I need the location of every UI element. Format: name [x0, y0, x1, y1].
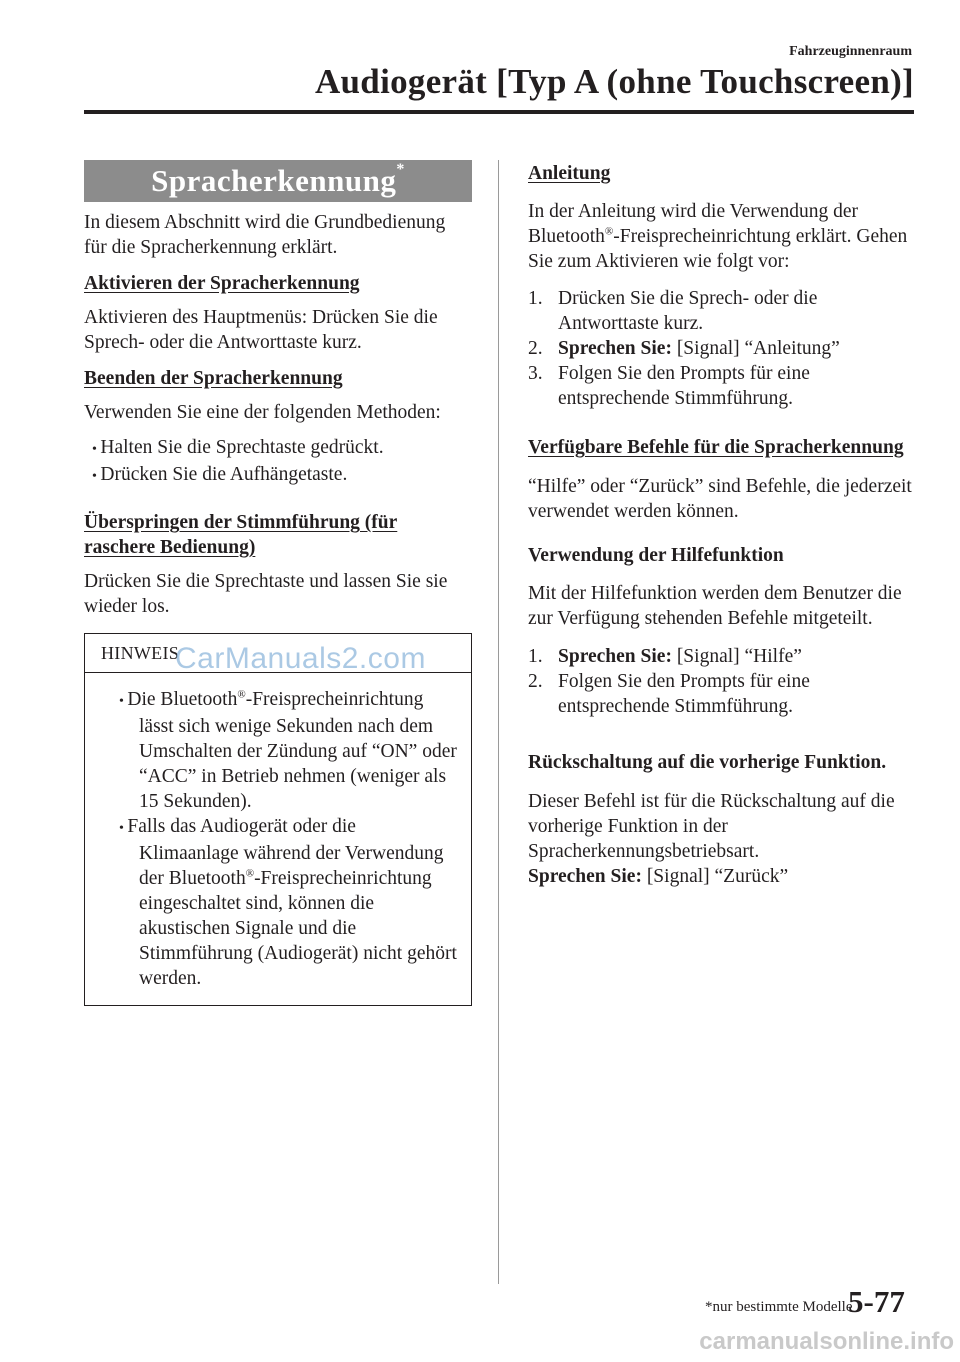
skip-text: Drücken Sie die Sprechtaste und lassen Sie sie wieder los.	[84, 571, 448, 617]
end-methods-list	[84, 435, 472, 489]
footer-note: *nur bestimmte Modelle	[705, 1299, 853, 1315]
back-text: Dieser Befehl ist für die Rückschaltung auf die vorherige Funktion in der Spracherkennungsbetriebsart.	[528, 791, 895, 862]
list-item: 3. Folgen Sie den Prompts für eine entsprechende Stimmführung.	[528, 363, 810, 409]
guide-heading: Anleitung	[528, 163, 611, 184]
guide-text: In der Anleitung wird die Verwendung der Bluetooth®-Freisprecheinrichtung erklärt. Gehen Sie zum Aktivieren wie folgt vor:	[528, 201, 908, 272]
page-number: 5-77	[848, 1284, 905, 1319]
help-text: Mit der Hilfefunktion werden dem Benutzer die zur Verfügung stehenden Befehle mitgeteilt.	[528, 583, 902, 629]
end-heading: Beenden der Spracherkennung	[84, 368, 343, 389]
skip-heading: Überspringen der Stimmführung (für raschere Bedienung)	[84, 512, 398, 558]
header-rule	[84, 110, 914, 114]
note-box	[84, 633, 472, 1006]
page-title: Audiogerät [Typ A (ohne Touchscreen)]	[314, 62, 914, 101]
right-column	[528, 160, 918, 889]
note-heading: HINWEIS CarManuals2.com	[85, 634, 471, 673]
section-title-bar	[84, 160, 472, 202]
column-divider	[498, 160, 499, 1284]
note-item: • Die Bluetooth®-Freisprecheinrichtung lässt sich wenige Sekunden nach dem Umschalten der Zündung auf “ON” oder “ACC” in Betrieb nehmen (weniger als 15 Sekunden).	[99, 687, 457, 814]
commands-heading: Verfügbare Befehle für die Spracherkennung	[528, 437, 904, 458]
watermark-logo: CarManuals2.com	[175, 642, 426, 675]
activate-heading: Aktivieren der Spracherkennung	[84, 273, 360, 294]
list-item: 2. Folgen Sie den Prompts für eine entsprechende Stimmführung.	[528, 671, 810, 717]
help-heading: Verwendung der Hilfefunktion	[528, 545, 784, 566]
left-column	[84, 160, 472, 1006]
list-item: 1. Drücken Sie die Sprech- oder die Antworttaste kurz.	[528, 288, 818, 334]
list-item: • Drücken Sie die Aufhängetaste.	[84, 462, 472, 489]
footer-watermark: carmanualsonline.info	[699, 1328, 954, 1355]
end-text: Verwenden Sie eine der folgenden Methoden:	[84, 402, 441, 423]
intro-text: In diesem Abschnitt wird die Grundbedienung für die Spracherkennung erklärt.	[84, 212, 446, 258]
section-title-mark: *	[396, 161, 405, 178]
guide-steps	[528, 286, 918, 411]
note-item: • Falls das Audiogerät oder die Klimaanlage während der Verwendung der Bluetooth®-Freisprecheinrichtung eingeschaltet sind, können die akustischen Signale und die Stimmführung (Audiogerät) nicht gehört werden.	[99, 814, 457, 991]
activate-text: Aktivieren des Hauptmenüs: Drücken Sie die Sprech- oder die Antworttaste kurz.	[84, 307, 438, 353]
back-command: Sprechen Sie: [Signal] “Zurück”	[528, 866, 789, 887]
header-section-label: Fahrzeuginnenraum	[789, 44, 912, 59]
list-item: • Halten Sie die Sprechtaste gedrückt.	[84, 435, 472, 462]
back-heading: Rückschaltung auf die vorherige Funktion.	[528, 752, 887, 773]
list-item: 2. Sprechen Sie: [Signal] “Anleitung”	[528, 338, 840, 359]
list-item: 1. Sprechen Sie: [Signal] “Hilfe”	[528, 646, 802, 667]
section-title: Spracherkennung	[151, 163, 397, 198]
commands-text: “Hilfe” oder “Zurück” sind Befehle, die jederzeit verwendet werden können.	[528, 476, 912, 522]
help-steps	[528, 644, 918, 719]
